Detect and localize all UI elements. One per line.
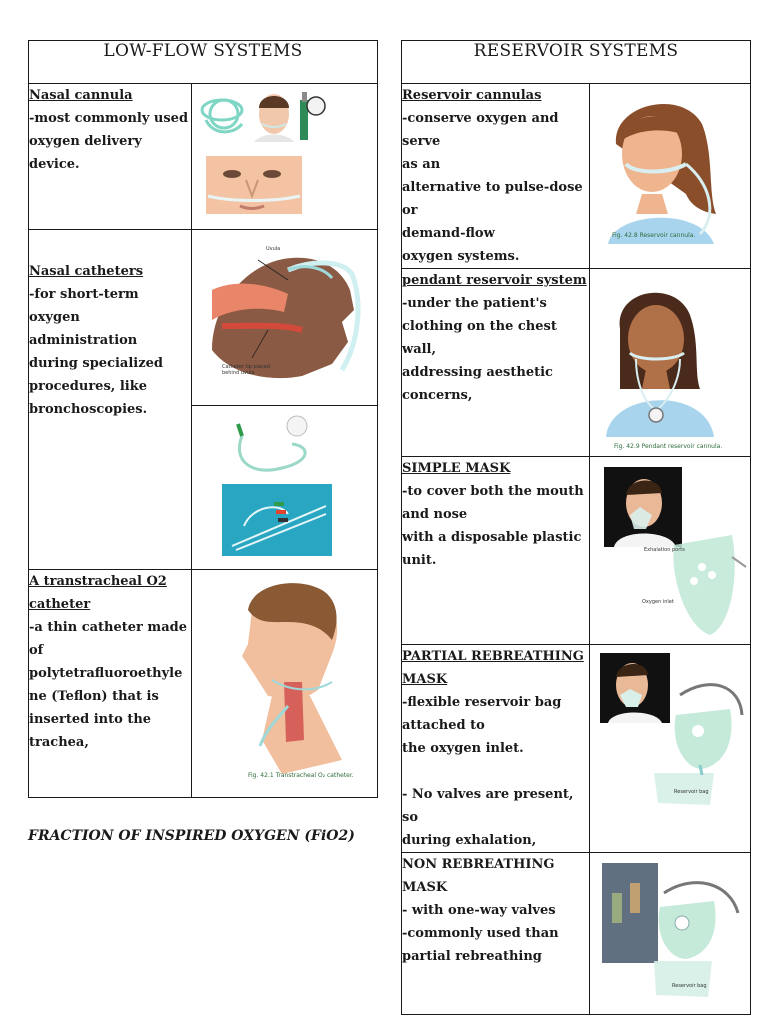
reservoir-cannula-image <box>590 84 751 269</box>
transtracheal-cell <box>29 570 192 798</box>
non-rebreathing-illustration <box>590 853 751 1015</box>
nasal-catheter-illustration <box>192 230 378 406</box>
nasal-catheters-cell <box>29 230 192 570</box>
pendant-reservoir-title: pendant reservoir system <box>402 273 587 288</box>
nasal-cannula-title: Nasal cannula <box>29 88 133 103</box>
uvula-label: Uvula <box>266 246 281 252</box>
pendant-reservoir-illustration <box>590 269 751 457</box>
pendant-reservoir-desc: -under the patient's clothing on the chest wall, addressing aesthetic concerns, <box>402 296 557 403</box>
reservoir-cannula-caption: Fig. 42.8 Reservoir cannula. <box>612 232 696 239</box>
simple-mask-desc: -to cover both the mouth and nose with a disposable plastic unit. <box>402 484 584 568</box>
non-rebreathing-title: NON REBREATHING MASK <box>402 857 555 895</box>
transtracheal-caption: Fig. 42.1 Transtracheal O₂ catheter. <box>248 772 354 779</box>
nasal-catheters-title: Nasal catheters <box>29 264 144 279</box>
simple-mask-title: SIMPLE MASK <box>402 461 511 476</box>
partial-rebreathing-illustration <box>590 645 751 853</box>
transtracheal-illustration <box>192 570 378 798</box>
catheter-product-image <box>192 406 378 570</box>
nasal-cannula-desc: -most commonly used oxygen delivery device. <box>29 111 189 172</box>
exhalation-ports-label: Exhalation ports <box>644 547 685 553</box>
pendant-reservoir-caption: Fig. 42.9 Pendant reservoir cannula. <box>614 443 723 450</box>
reservoir-header: RESERVOIR SYSTEMS <box>402 41 751 84</box>
partial-reservoir-bag-label: Reservoir bag <box>674 789 709 795</box>
simple-mask-cell <box>402 457 590 645</box>
partial-rebreathing-cell <box>402 645 590 853</box>
low-flow-table <box>28 40 378 798</box>
transtracheal-desc: -a thin catheter made of polytetrafluoroethyle ne (Teflon) that is inserted into the trachea, <box>29 620 187 750</box>
non-rebreathing-cell <box>402 853 590 1015</box>
non-rebreathing-desc: - with one-way valves -commonly used than partial rebreathing <box>402 903 559 964</box>
nasal-cannula-image <box>192 84 378 230</box>
reservoir-cannula-illustration <box>590 84 751 252</box>
reservoir-cannulas-title: Reservoir cannulas <box>402 88 542 103</box>
nasal-cannula-cell <box>29 84 192 230</box>
nasal-catheters-desc: -for short-term oxygen administration during specialized procedures, like bronchoscopies. <box>29 287 163 417</box>
catheter-tip-label: Catheter tip placed behind uvula <box>222 364 271 376</box>
non-rebreathing-image <box>590 853 751 1015</box>
low-flow-header: LOW-FLOW SYSTEMS <box>29 41 378 84</box>
reservoir-table <box>401 40 751 1015</box>
partial-rebreathing-desc: -flexible reservoir bag attached to the oxygen inlet. - No valves are present, so during exhalation, <box>402 695 574 848</box>
oxygen-inlet-label: Oxygen inlet <box>642 599 674 605</box>
simple-mask-image <box>590 457 751 645</box>
catheter-product-illustration <box>192 406 378 570</box>
pendant-reservoir-image <box>590 269 751 457</box>
nasal-cannula-illustration <box>192 84 378 230</box>
transtracheal-title: A transtracheal O2 catheter <box>29 574 167 612</box>
partial-rebreathing-image <box>590 645 751 853</box>
reservoir-cannulas-desc: -conserve oxygen and serve as an alternative to pulse-dose or demand-flow oxygen systems. <box>402 111 583 264</box>
nasal-catheter-diagram <box>192 230 378 406</box>
fio2-heading: FRACTION OF INSPIRED OXYGEN (FiO2) <box>28 828 355 844</box>
reservoir-cannulas-cell <box>402 84 590 269</box>
non-rebreathing-reservoir-bag-label: Reservoir bag <box>672 983 707 989</box>
pendant-reservoir-cell <box>402 269 590 457</box>
partial-rebreathing-title: PARTIAL REBREATHING MASK <box>402 649 584 687</box>
transtracheal-image <box>192 570 378 798</box>
